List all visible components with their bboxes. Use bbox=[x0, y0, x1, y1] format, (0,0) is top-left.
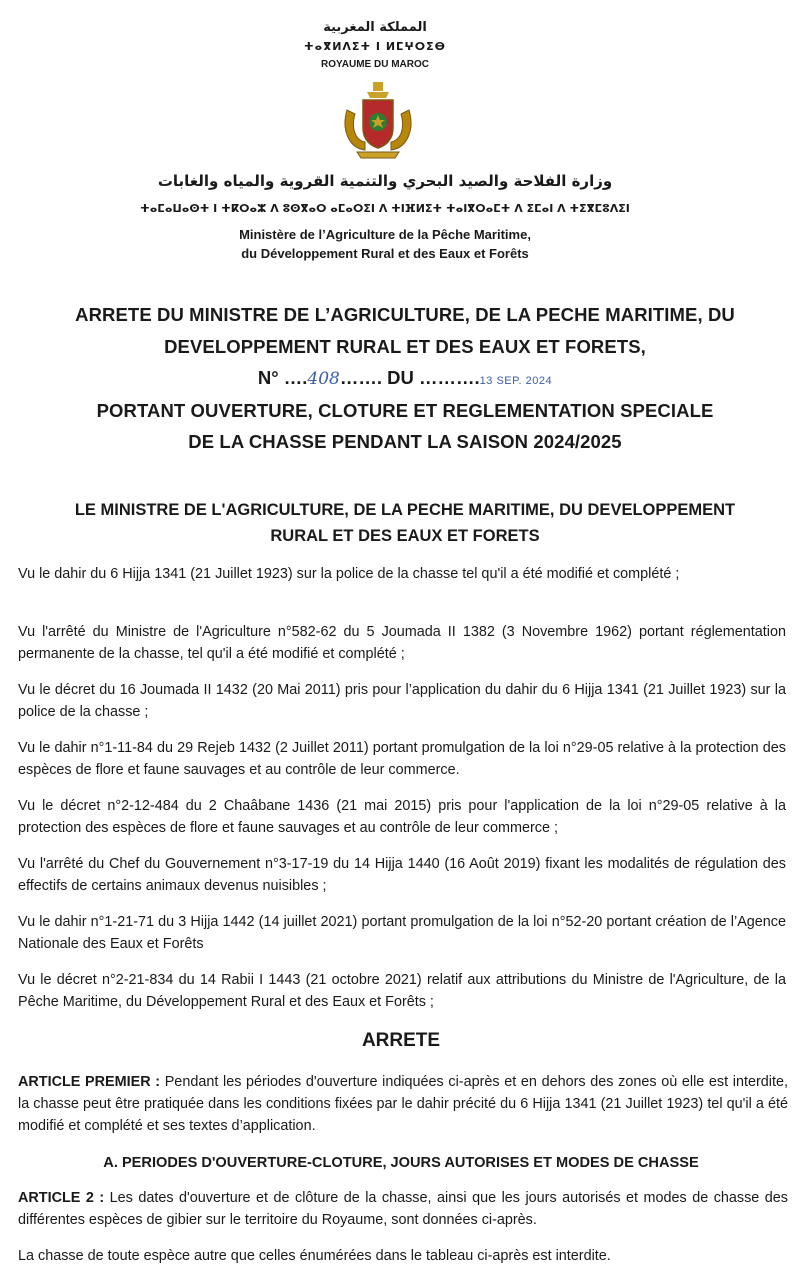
minister-heading-line-2: RURAL ET DES EAUX ET FORETS bbox=[270, 527, 540, 545]
handwritten-decree-number: 408 bbox=[307, 369, 340, 389]
kingdom-heading: ROYAUME DU MAROC bbox=[321, 59, 429, 70]
last-paragraph: La chasse de toute espèce autre que celles énumérées dans le tableau ci-après est interdite. bbox=[18, 1248, 611, 1264]
considerant-5: Vu le décret n°2-12-484 du 2 Chaâbane 1436 (21 mai 2015) pris pour l'application de la loi n°29-05 relative à la protection des espèces de flore et faune sauvages et au contrôle de leur commerce ; bbox=[18, 798, 786, 836]
section-a-heading: A. PERIODES D'OUVERTURE-CLOTURE, JOURS AUTORISES ET MODES DE CHASSE bbox=[103, 1155, 699, 1171]
number-dots-before: …. bbox=[283, 367, 308, 388]
decree-title-line-5: DE LA CHASSE PENDANT LA SAISON 2024/2025 bbox=[188, 431, 622, 452]
french-ministry-heading bbox=[150, 225, 620, 263]
arabic-ministry-heading: وزارة الفلاحة والصيد البحري والتنمية القروية والمياه والغابات bbox=[157, 172, 613, 190]
decree-title-line-4: PORTANT OUVERTURE, CLOTURE ET REGLEMENTATION SPECIALE bbox=[96, 400, 714, 421]
ministry-line-2: du Développement Rural et des Eaux et Forêts bbox=[241, 246, 529, 261]
royal-coat-of-arms-icon bbox=[337, 80, 419, 162]
arrete-heading: ARRETE bbox=[361, 1030, 441, 1051]
article-premier bbox=[18, 1071, 788, 1137]
considerant-3: Vu le décret du 16 Joumada II 1432 (20 Mai 2011) pris pour l’application du dahir du 6 Hijja 1341 (21 Juillet 1923) sur la police de la chasse ; bbox=[18, 682, 786, 720]
article-2-label: ARTICLE 2 : bbox=[18, 1190, 105, 1206]
considerant-2: Vu l'arrêté du Ministre de l'Agriculture n°582-62 du 5 Joumada II 1382 (3 Novembre 1962) portant réglementation permanente de la chasse, tel qu'il a été modifié et complété ; bbox=[18, 624, 786, 662]
considerant-6: Vu l'arrêté du Chef du Gouvernement n°3-17-19 du 14 Hijja 1440 (16 Août 2019) fixant les modalités de régulation des effectifs de certains animaux devenus nuisibles ; bbox=[18, 856, 786, 894]
article-2 bbox=[18, 1187, 788, 1231]
arabic-kingdom-heading: المملكة المغربية bbox=[323, 20, 427, 35]
tifinagh-kingdom-heading: ⵜⴰⴳⵍⴷⵉⵜ ⵏ ⵍⵎⵖⵔⵉⴱ bbox=[303, 40, 446, 53]
considerant-8: Vu le décret n°2-21-834 du 14 Rabii I 1443 (21 octobre 2021) relatif aux attributions du Ministre de l'Agriculture, de la Pêche Maritime, du Développement Rural et des Eaux et Forêts ; bbox=[18, 972, 786, 1010]
decree-number-line bbox=[20, 367, 790, 389]
date-label: DU ………. bbox=[382, 367, 480, 388]
considerant-4: Vu le dahir n°1-11-84 du 29 Rejeb 1432 (2 Juillet 2011) portant promulgation de la loi n°29-05 relative à la protection des espèces de flore et faune sauvages et au contrôle de leur commerce. bbox=[18, 740, 786, 778]
number-dots-after: ……. bbox=[339, 367, 383, 388]
considerant-7: Vu le dahir n°1-21-71 du 3 Hijja 1442 (14 juillet 2021) portant promulgation de la loi n°52-20 portant création de l’Agence Nationale des Eaux et Forêts bbox=[18, 914, 786, 952]
article-2-text: Les dates d'ouverture et de clôture de la chasse, ainsi que les jours autorisés et modes de chasse des différentes espèces de gibier sur le territoire du Royaume, sont données ci-après. bbox=[18, 1190, 788, 1228]
number-prefix: N° bbox=[257, 367, 284, 388]
decree-title-line-1: ARRETE DU MINISTRE DE L’AGRICULTURE, DE LA PECHE MARITIME, DU bbox=[75, 304, 735, 325]
considerant-1: Vu le dahir du 6 Hijja 1341 (21 Juillet 1923) sur la police de la chasse tel qu'il a été modifié et complété ; bbox=[18, 566, 680, 582]
tifinagh-ministry-heading: ⵜⴰⵎⴰⵡⴰⵙⵜ ⵏ ⵜⴽⵔⴰⵣ ⴷ ⵓⵙⴳⴰⵔ ⴰⵎⴰⵔⵉⵏ ⴷ ⵜⵏⴼⵍⵉⵜ ⵜⴰⵏⴳⵔⴰⵎⵜ ⴷ ⵉⵎⴰⵏ ⴷ ⵜⵉⴳⵎⵓⴷⵉⵏ bbox=[140, 202, 630, 215]
article-premier-text: Pendant les périodes d'ouverture indiquées ci-après et en dehors des zones où elle est interdite, la chasse peut être pratiquée dans les conditions fixées par le dahir précité du 6 Hijja 1341 (21 Juillet 1923) tel qu'il a été modifié et complété et ses textes d’application. bbox=[18, 1074, 788, 1134]
minister-heading bbox=[20, 497, 790, 549]
article-premier-label: ARTICLE PREMIER : bbox=[18, 1074, 161, 1090]
decree-title-line-2: DEVELOPPEMENT RURAL ET DES EAUX ET FORETS, bbox=[164, 336, 646, 357]
ministry-line-1: Ministère de l’Agriculture de la Pêche Maritime, bbox=[239, 227, 531, 242]
minister-heading-line-1: LE MINISTRE DE L'AGRICULTURE, DE LA PECHE MARITIME, DU DEVELOPPEMENT bbox=[74, 501, 736, 519]
date-stamp: 13 SEP. 2024 bbox=[479, 375, 553, 387]
